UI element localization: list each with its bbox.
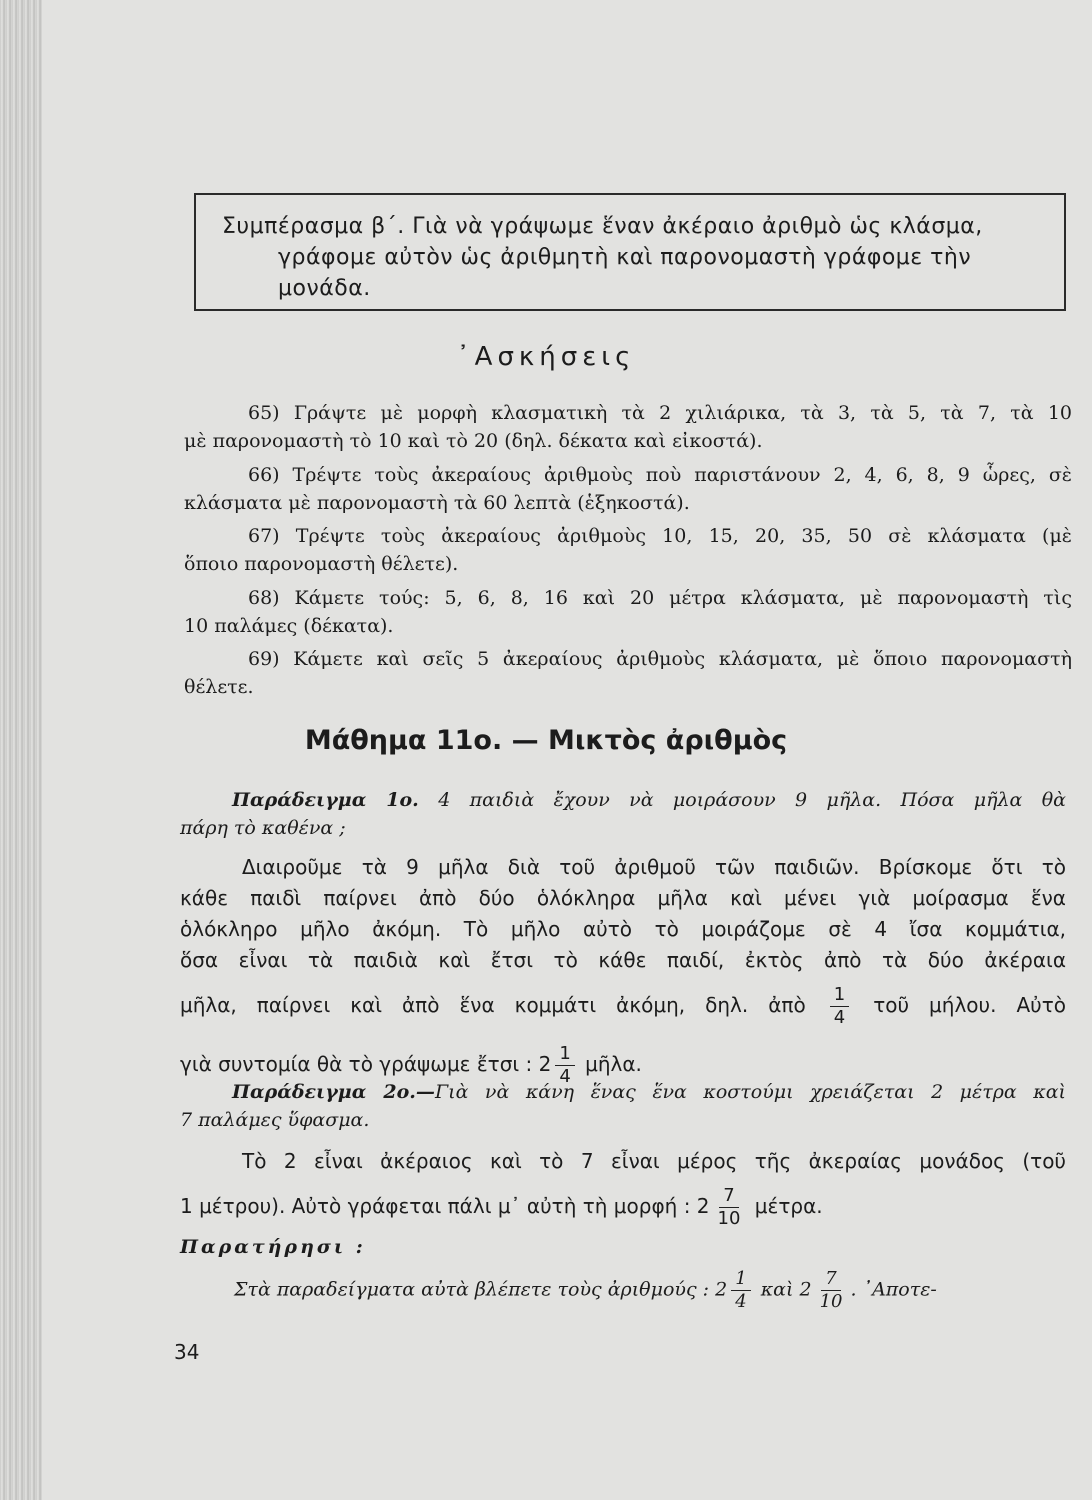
remark-text: Στὰ παραδείγματα αὐτὰ βλέπετε τοὺς ἀριθμούς : [234,1278,710,1301]
conclusion-line3: μονάδα. [278,276,371,301]
fraction-remark-two-one-quarter [731,1268,750,1313]
body1-line6-end: μῆλα. [585,1052,642,1076]
body1-line5-end: τοῦ μήλου. Αὐτὸ [873,993,1067,1017]
body1-line1: Διαιροῦμε τὰ 9 μῆλα διὰ τοῦ ἀριθμοῦ τῶν παιδιῶν. Βρίσκομε ὅτι τὸ [242,855,1066,879]
fraction-numerator: 1 [555,1043,574,1066]
conclusion-line1: Γιὰ νὰ γράψωμε ἕναν ἀκέραιο ἀριθμὸ ὡς κλάσμα, [412,214,983,239]
body2-line1: Τὸ 2 εἶναι ἀκέραιος καὶ τὸ 7 εἶναι μέρος τῆς ἀκεραίας μονάδος (τοῦ [242,1149,1066,1173]
exercise-67-line1: 67) Τρέψτε τοὺς ἀκεραίους ἀριθμοὺς 10, 15, 20, 35, 50 σὲ κλάσματα (μὲ [248,525,1072,547]
fraction-numerator: 7 [821,1268,840,1291]
fraction-denominator: 4 [735,1291,747,1312]
conclusion-box [194,193,1066,311]
example-1-body [180,852,1066,1088]
fraction-denominator: 10 [717,1208,741,1229]
body1-line5-start: μῆλα, παίρνει καὶ ἀπὸ ἕνα κομμάτι ἀκόμη, δηλ. ἀπὸ [180,993,806,1017]
exercise-68 [184,584,1072,640]
remark-label: Παρατήρησι : [180,1236,366,1258]
mixed-number-whole: 2 [799,1278,812,1301]
mixed-number-whole: 2 [715,1278,728,1301]
mixed-number-whole: 2 [696,1194,710,1218]
remark-line [180,1268,1066,1313]
remark-continuation: . ᾿Αποτε- [850,1278,937,1301]
exercise-65 [184,399,1072,455]
fraction-numerator: 1 [731,1268,750,1291]
exercise-67-line2: ὅποιο παρονομαστὴ θέλετε). [184,553,459,575]
fraction-one-quarter [830,984,849,1029]
fraction-remark-two-seven-tenths [816,1268,847,1313]
mixed-number-whole: 2 [538,1052,552,1076]
exercise-66-line2: κλάσματα μὲ παρονομαστὴ τὰ 60 λεπτὰ (ἑξηκοστά). [184,492,690,514]
body2-line2-end: μέτρα. [754,1194,823,1218]
fraction-two-seven-tenths [714,1185,745,1230]
fraction-numerator: 7 [719,1185,738,1208]
example-2-label: Παράδειγμα 2ο.— [232,1081,435,1103]
body1-line3: ὁλόκληρο μῆλο ἀκόμη. Τὸ μῆλο αὐτὸ τὸ μοιράζομε σὲ 4 ἴσα κομμάτια, [180,917,1066,941]
body1-line4: ὅσα εἶναι τὰ παιδιὰ καὶ ἔτσι τὸ κάθε παιδί, ἐκτὸς ἀπὸ τὰ δύο ἀκέραια [180,948,1066,972]
body1-line2: κάθε παιδὶ παίρνει ἀπὸ δύο ὁλόκληρα μῆλα καὶ μένει γιὰ μοίρασμα ἕνα [180,886,1066,910]
example-1-line2: πάρη τὸ καθένα ; [180,817,346,839]
exercise-68-line1: 68) Κάμετε τούς: 5, 6, 8, 16 καὶ 20 μέτρα κλάσματα, μὲ παρονομαστὴ τὶς [248,587,1072,609]
example-2-line1: Γιὰ νὰ κάνη ἕνας ἕνα κοστούμι χρειάζεται 2 μέτρα καὶ [434,1081,1066,1103]
example-2-line2: 7 παλάμες ὕφασμα. [180,1109,370,1131]
example-1 [180,786,1066,842]
exercise-69-line1: 69) Κάμετε καὶ σεῖς 5 ἀκεραίους ἀριθμοὺς κλάσματα, μὲ ὅποιο παρονομαστὴ [248,648,1072,670]
body1-line5 [180,984,1066,1029]
fraction-numerator: 1 [830,984,849,1007]
exercises-heading: ᾿Ασκήσεις [456,342,636,372]
lesson-title: Μάθημα 11ο. — Μικτὸς ἀριθμὸς [304,725,788,756]
example-2-body [180,1146,1066,1230]
exercise-69 [184,645,1072,701]
exercise-65-line1: 65) Γράψτε μὲ μορφὴ κλασματικὴ τὰ 2 χιλιάρικα, τὰ 3, τὰ 5, τὰ 7, τὰ 10 [248,402,1072,424]
body1-line6-start: γιὰ συντομία θὰ τὸ γράψωμε ἔτσι : [180,1052,533,1076]
body2-line2-start: 1 μέτρου). Αὐτὸ γράφεται πάλι μ᾿ αὐτὴ τὴ μορφή : [180,1194,691,1218]
exercise-68-line2: 10 παλάμες (δέκατα). [184,615,394,637]
fraction-denominator: 10 [819,1291,843,1312]
exercise-66-line1: 66) Τρέψτε τοὺς ἀκεραίους ἀριθμοὺς ποὺ παριστάνουν 2, 4, 6, 8, 9 ὧρες, σὲ [248,464,1072,486]
fraction-denominator: 4 [833,1007,846,1028]
page-number: 34 [174,1340,200,1364]
body2-line2 [180,1185,1066,1230]
example-2 [180,1078,1066,1134]
exercise-67 [184,522,1072,578]
exercise-65-line2: μὲ παρονομαστὴ τὸ 10 καὶ τὸ 20 (δηλ. δέκατα καὶ εἰκοστά). [184,430,763,452]
exercise-66 [184,461,1072,517]
conclusion-line2: γράφομε αὐτὸν ὡς ἀριθμητὴ καὶ παρονομαστὴ γράφομε τὴν [278,245,972,270]
conclusion-label: Συμπέρασμα β΄. [222,214,405,239]
remark-and: καὶ [760,1278,794,1301]
exercise-69-line2: θέλετε. [184,676,254,698]
example-1-line1: 4 παιδιὰ ἔχουν νὰ μοιράσουν 9 μῆλα. Πόσα μῆλα θὰ [438,789,1066,811]
example-1-label: Παράδειγμα 1ο. [232,789,419,811]
fraction-denominator: 4 [559,1066,571,1087]
